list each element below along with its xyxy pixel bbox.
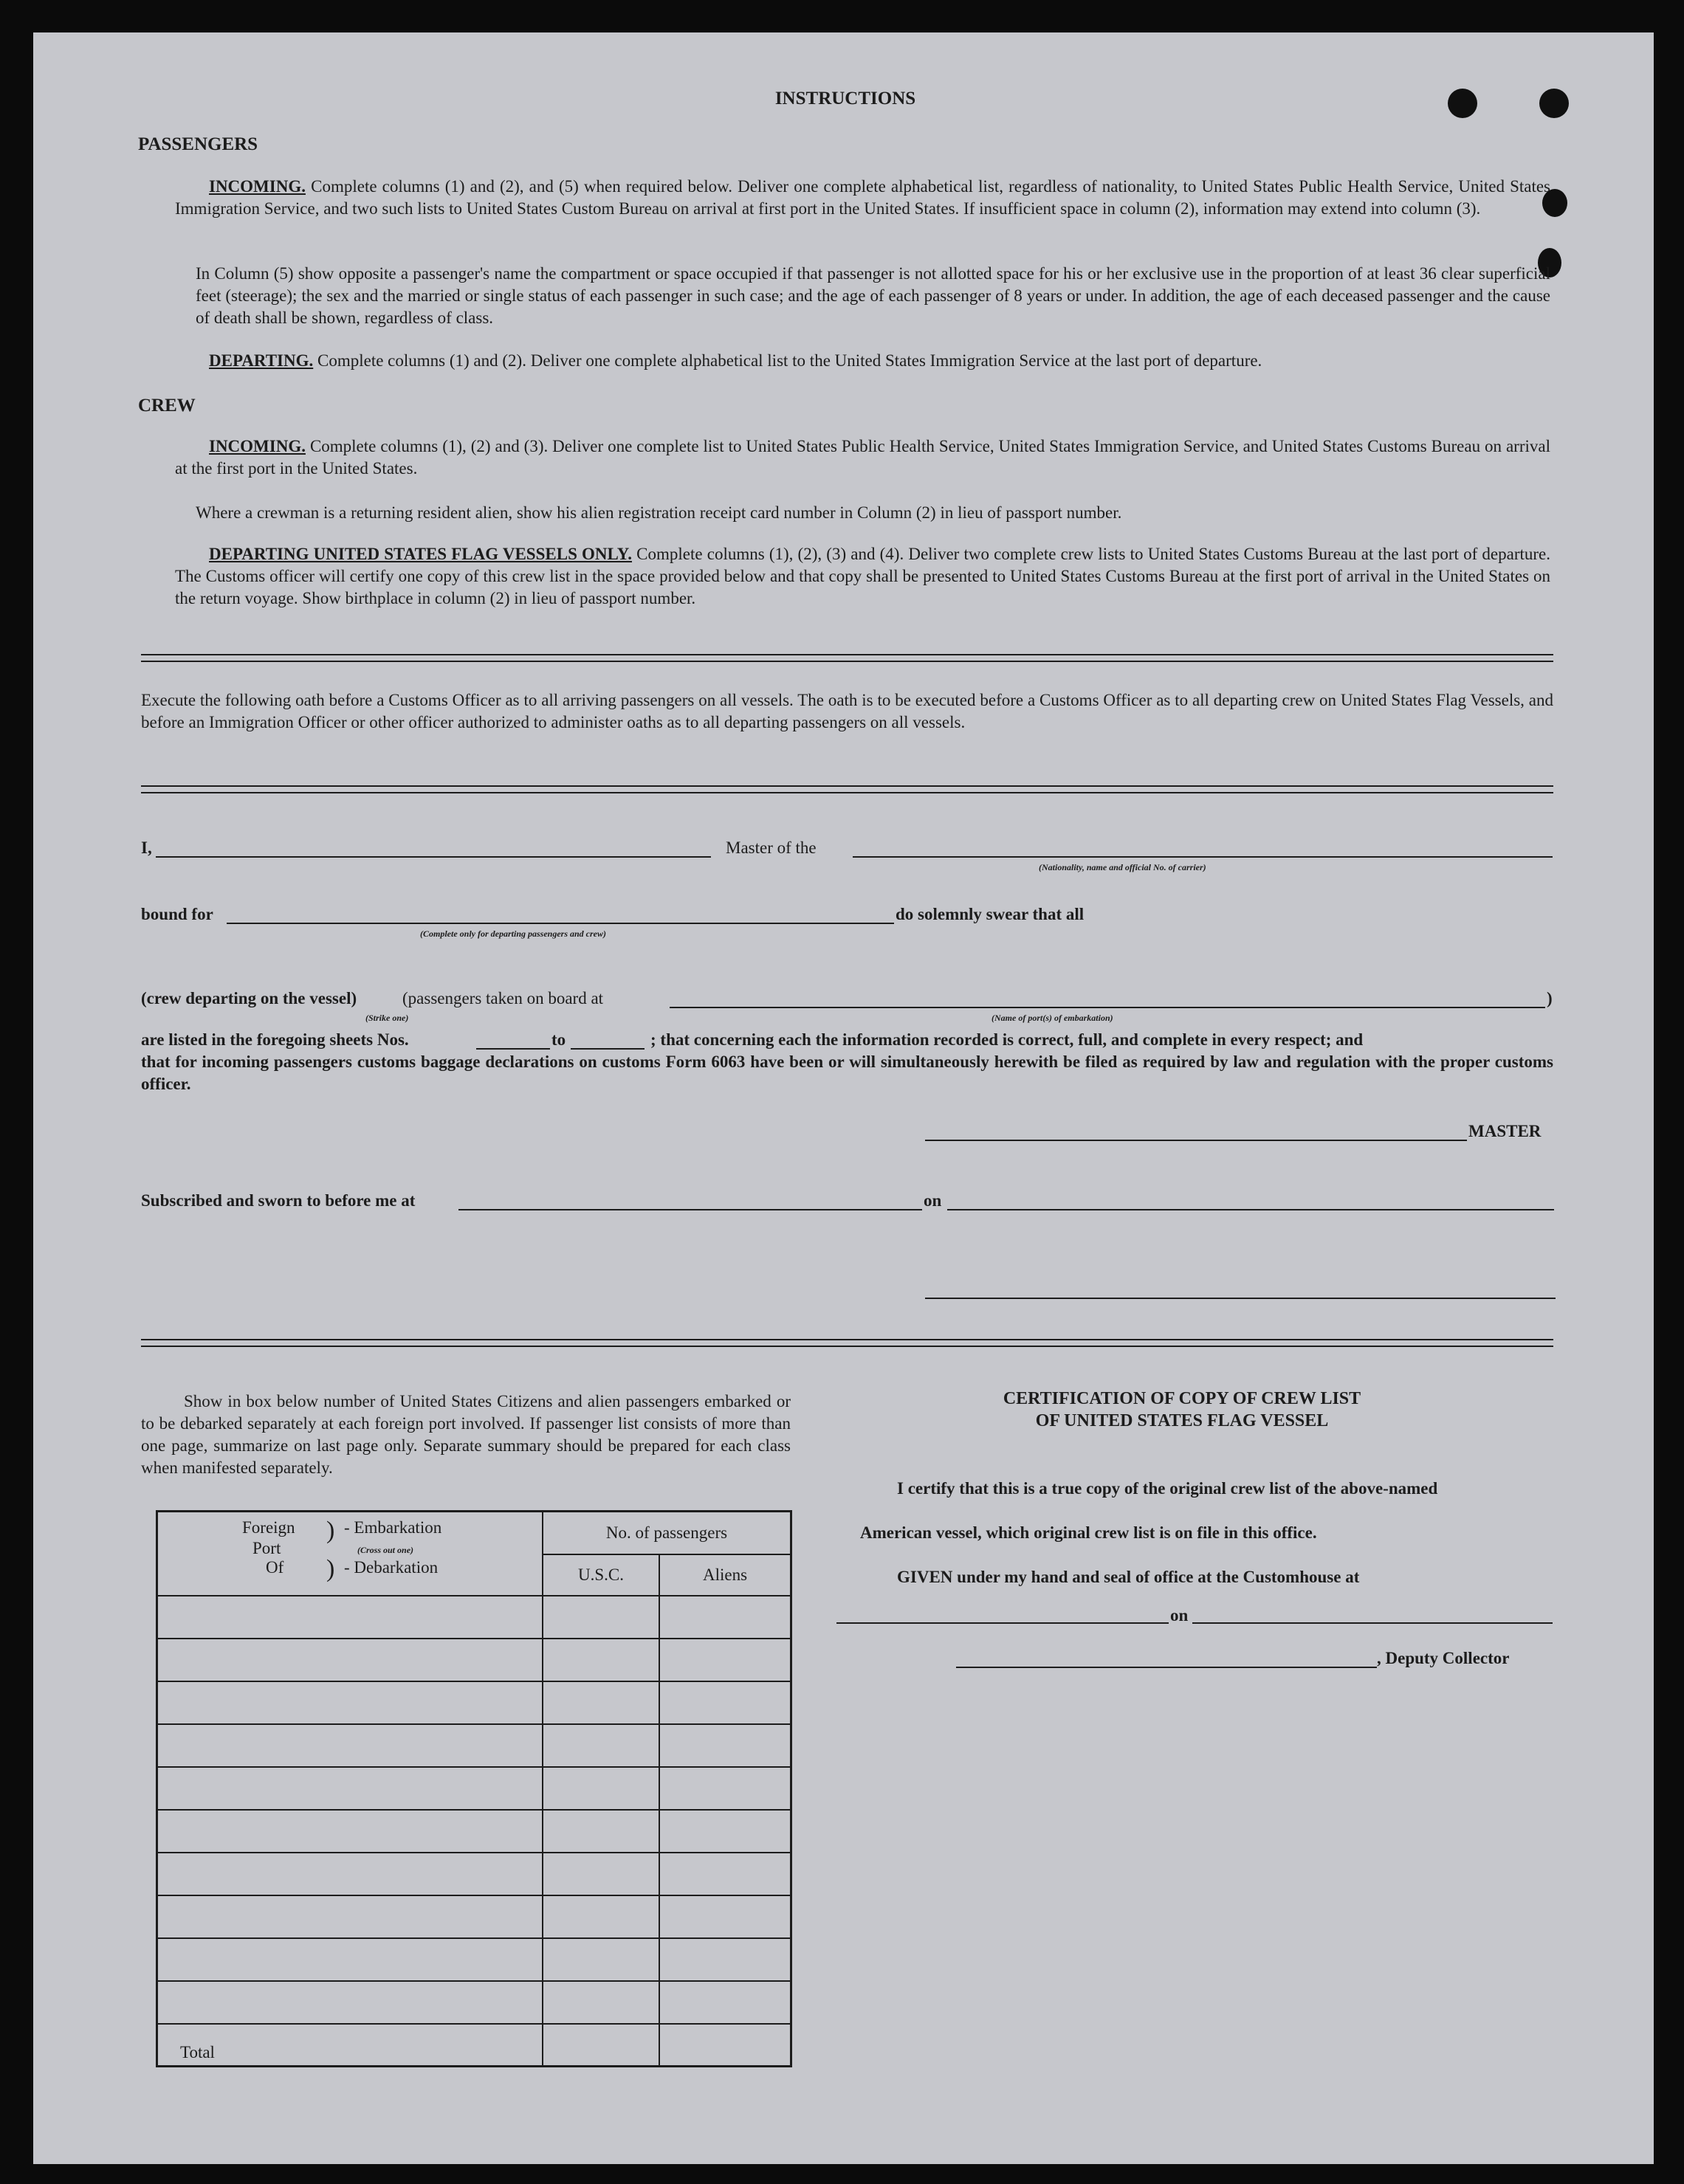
close-paren: ) [1547,989,1553,1007]
usc-cell[interactable] [543,1981,659,2024]
master-name-field[interactable] [156,856,711,858]
nationality-caption: (Nationality, name and official No. of carrier) [1039,862,1206,872]
certification-date-field[interactable] [1192,1622,1553,1624]
passengers-heading: PASSENGERS [138,134,258,154]
passengers-taken-option[interactable]: (passengers taken on board at [402,989,604,1007]
usc-cell[interactable] [543,1895,659,1938]
total-row [157,2024,791,2067]
passengers-incoming-paragraph [175,176,1550,220]
crew-departing-paragraph [175,543,1550,610]
certification-heading-2: OF UNITED STATES FLAG VESSEL [1035,1411,1329,1430]
brace-bottom: ) [326,1555,335,1582]
usc-cell[interactable] [543,1810,659,1853]
aliens-cell[interactable] [659,1596,791,1639]
punch-hole-2 [1539,89,1569,118]
crew-departing-text: Complete columns (1), (2), (3) and (4). Deliver two complete crew lists to United States Customs Bureau at the last port of departure. The Customs officer will certify one copy of this crew list in the space provided below and that copy shall be presented to United States Customs Bureau at the first port of arrival in the United States on the return voyage. Show birthplace in column (2) in lieu of passport number. [175,545,1550,607]
port-cell[interactable] [157,1767,543,1810]
strike-one-caption: (Strike one) [365,1013,409,1023]
passengers-departing-label: DEPARTING. [209,351,314,370]
sworn-date-field[interactable] [947,1209,1554,1210]
swear-label: do solemnly swear that all [896,905,1085,923]
aliens-cell[interactable] [659,1767,791,1810]
passengers-column5-paragraph: In Column (5) show opposite a passenger's name the compartment or space occupied if that passenger is not allotted space for his or her exclusive use in the proportion of at least 36 clear superficial feet (steerage); the sex and the married or single status of each passenger in such case; and the age of each passenger of 8 years or under. In addition, the age of each deceased passenger and the cause of death shall be shown, regardless of class. [196,264,1550,327]
passengers-departing-text: Complete columns (1) and (2). Deliver one complete alphabetical list to the United States Immigration Service at the last port of departure. [317,351,1262,370]
bound-for-label: bound for [141,905,213,923]
page-title: INSTRUCTIONS [774,89,916,108]
aliens-cell[interactable] [659,1981,791,2024]
foreign-label: Foreign [242,1518,295,1537]
usc-cell[interactable] [543,1767,659,1810]
table-row [157,1596,791,1639]
brace-top: ) [326,1517,335,1544]
sheet-to-label: to [551,1030,566,1049]
table-row [157,1681,791,1724]
table-row [157,1895,791,1938]
aliens-cell[interactable] [659,1639,791,1681]
crew-departing-label: DEPARTING UNITED STATES FLAG VESSELS ONLY. [209,545,632,563]
passengers-incoming-text: Complete columns (1) and (2), and (5) when required below. Deliver one complete alphabetical list, regardless of nationality, to United States Public Health Service, United States Immigration Service, and two such lists to United States Custom Bureau on arrival at first port in the United States. If insufficient space in column (2), information may extend into column (3). [175,177,1551,218]
divider-3 [141,1339,1553,1347]
port-label: Port [252,1539,281,1557]
subscribed-label: Subscribed and sworn to before me at [141,1191,416,1210]
crew-heading: CREW [138,396,196,416]
aliens-cell[interactable] [659,1810,791,1853]
divider-1 [141,654,1553,662]
listed-prefix: are listed in the foregoing sheets Nos. [141,1030,409,1049]
form-page [33,32,1654,2164]
aliens-cell[interactable] [659,1681,791,1724]
total-aliens-cell[interactable] [659,2024,791,2067]
usc-cell[interactable] [543,1853,659,1895]
port-cell[interactable] [157,1724,543,1767]
deputy-collector-label: , Deputy Collector [1377,1649,1510,1667]
sworn-place-field[interactable] [458,1209,922,1210]
sheet-to-field[interactable] [571,1048,645,1050]
certification-line-1: I certify that this is a true copy of the original crew list of the above-named [897,1479,1438,1498]
master-signature-field[interactable] [925,1140,1467,1141]
passengers-incoming-label: INCOMING. [209,177,306,196]
ports-caption: (Name of port(s) of embarkation) [992,1013,1113,1023]
crew-resident-paragraph: Where a crewman is a returning resident alien, show his alien registration receipt card number in Column (2) in lieu of passport number. [196,503,1122,522]
table-row [157,1724,791,1767]
aliens-cell[interactable] [659,1895,791,1938]
bound-for-field[interactable] [227,923,894,924]
punch-hole-1 [1448,89,1477,118]
port-cell[interactable] [157,1596,543,1639]
baggage-declaration-text: that for incoming passengers customs baggage declarations on customs Form 6063 have been or will simultaneously herewith be filed as required by law and regulation with the proper customs officer. [141,1053,1553,1093]
usc-cell[interactable] [543,1681,659,1724]
debarkation-option[interactable]: - Debarkation [344,1558,439,1577]
crew-incoming-text: Complete columns (1), (2) and (3). Deliver one complete list to United States Public Health Service, United States Immigration Service, and United States Customs Bureau on arrival at the first port in the United States. [175,437,1550,478]
sworn-on-label: on [924,1191,942,1210]
usc-cell[interactable] [543,1639,659,1681]
aliens-cell[interactable] [659,1853,791,1895]
usc-header: U.S.C. [543,1554,659,1596]
usc-cell[interactable] [543,1938,659,1981]
summary-instructions: Show in box below number of United States Citizens and alien passengers embarked or to be debarked separately at each foreign port involved. If passenger list consists of more than one page, summarize on last page only. Separate summary should be prepared for each class when manifested separately. [141,1392,791,1477]
port-cell[interactable] [157,1981,543,2024]
master-signature-label: MASTER [1468,1122,1542,1140]
port-header-cell [157,1512,543,1596]
certification-given: GIVEN under my hand and seal of office at the Customhouse at [897,1568,1360,1586]
total-label: Total [180,2043,215,2061]
usc-cell[interactable] [543,1724,659,1767]
embarkation-ports-field[interactable] [670,1007,1545,1008]
table-row [157,1853,791,1895]
port-cell[interactable] [157,1853,543,1895]
port-cell[interactable] [157,1639,543,1681]
sheet-from-field[interactable] [476,1048,550,1050]
total-label-cell [157,2024,543,2067]
divider-2 [141,785,1553,793]
deputy-signature-field[interactable] [956,1667,1377,1668]
master-of-the-label: Master of the [726,838,817,857]
table-row [157,1981,791,2024]
table-row [157,1938,791,1981]
port-cell[interactable] [157,1938,543,1981]
crew-incoming-paragraph [175,435,1550,480]
listed-suffix: ; that concerning each the information recorded is correct, full, and complete in every respect; and [650,1030,1364,1049]
crew-incoming-label: INCOMING. [209,437,306,455]
port-cell[interactable] [157,1895,543,1938]
cross-out-caption: (Cross out one) [357,1545,414,1555]
embarkation-option[interactable]: - Embarkation [344,1518,442,1537]
aliens-cell[interactable] [659,1724,791,1767]
vessel-field[interactable] [853,856,1553,858]
table-row [157,1810,791,1853]
table-row [157,1767,791,1810]
of-label: Of [266,1558,284,1577]
usc-cell[interactable] [543,1596,659,1639]
certification-line-2: American vessel, which original crew list is on file in this office. [860,1523,1317,1542]
total-usc-cell[interactable] [543,2024,659,2067]
table-header-row [157,1512,791,1554]
officer-signature-field[interactable] [925,1298,1556,1299]
crew-departing-option[interactable]: (crew departing on the vessel) [141,989,357,1007]
certification-on-label: on [1170,1606,1189,1625]
certification-heading-1: CERTIFICATION OF COPY OF CREW LIST [1003,1389,1361,1408]
passengers-departing-paragraph [175,350,1550,372]
port-cell[interactable] [157,1681,543,1724]
aliens-header: Aliens [659,1554,791,1596]
oath-i-label: I, [141,838,152,857]
aliens-cell[interactable] [659,1938,791,1981]
customhouse-field[interactable] [836,1622,1169,1624]
bound-for-caption: (Complete only for departing passengers and crew) [420,929,606,939]
passenger-summary-table [156,1510,792,2067]
oath-instructions: Execute the following oath before a Customs Officer as to all arriving passengers on all vessels. The oath is to be executed before a Customs Officer as to all departing crew on United States Flag Vessels, and before an Immigration Officer or other officer authorized to administer oaths as to all departing passengers on all vessels. [141,691,1553,731]
table-row [157,1639,791,1681]
no-of-passengers-header: No. of passengers [543,1512,791,1554]
port-cell[interactable] [157,1810,543,1853]
